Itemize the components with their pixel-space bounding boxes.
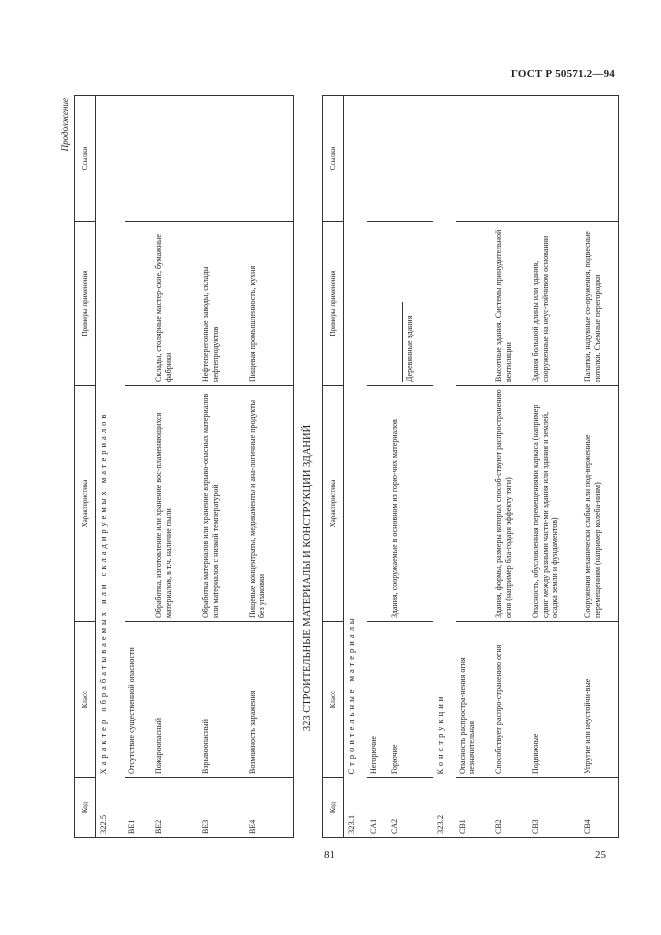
row-references (456, 96, 493, 222)
row-class: Подвижные (529, 622, 581, 778)
col-header-class: Класс (323, 622, 344, 778)
rotated-content (60, 96, 620, 838)
row-code: BE1 (127, 819, 137, 834)
row-examples: Склады, столярные мастер-ские, бумажные фабрики (152, 222, 199, 386)
table-row (581, 96, 619, 838)
row-examples (456, 222, 493, 386)
col-header-class: Класс (75, 622, 96, 778)
table-header-row (323, 96, 344, 838)
group-title: Конструкции (435, 693, 446, 775)
col-header-code: Код (323, 778, 344, 838)
table-row (492, 96, 529, 838)
row-class: Опасность распростра-нения огня незначительная (456, 622, 493, 778)
row-examples: Пищевая промышленность, кухня (246, 222, 294, 386)
section-title: Характер обрабатываемых или складируемых материалов (98, 411, 108, 775)
group-title: Строительные материалы (346, 615, 356, 775)
row-references (199, 96, 246, 222)
row-code: CA1 (368, 818, 378, 834)
col-header-examples: Примеры применения (75, 222, 96, 386)
row-references (367, 96, 388, 222)
row-characteristic: Здания, сооружаемые в основном из горю-чих материалов (388, 386, 433, 622)
row-code: BE4 (247, 819, 257, 834)
row-class: Взрывоопасный (199, 622, 246, 778)
group-code: 323.1 (346, 814, 356, 834)
section-heading: 323 СТРОИТЕЛЬНЫЕ МАТЕРИАЛЫ И КОНСТРУКЦИИ ЗДАНИЙ (302, 424, 313, 732)
standard-header: ГОСТ Р 50571.2—94 (510, 68, 615, 80)
row-code: CB1 (457, 819, 467, 834)
row-code: CA2 (390, 818, 400, 834)
table-environment-materials (74, 95, 294, 838)
row-characteristic (125, 386, 152, 622)
row-code: BE2 (154, 819, 164, 834)
row-examples: Высотные здания. Системы принудительной вентиляции (492, 222, 529, 386)
row-class: Пожароопасный (152, 622, 199, 778)
table-row (199, 96, 246, 838)
table-row (388, 96, 433, 838)
row-references (388, 96, 433, 222)
col-header-characteristic: Характеристика (323, 386, 344, 622)
row-class: Возможность заражения (246, 622, 294, 778)
table-row (367, 96, 388, 838)
row-examples (125, 222, 152, 386)
table-row (152, 96, 199, 838)
row-examples-text: Деревянные здания (405, 315, 415, 382)
row-code: CB2 (494, 819, 504, 834)
page-number-left: 81 (324, 849, 335, 861)
row-code: CB3 (531, 819, 541, 834)
col-header-references: Ссылки (75, 96, 96, 222)
row-examples (367, 222, 388, 386)
row-characteristic: Сооружения механически слабые или под-верженные перемещениям (например колеба-ниям) (581, 386, 619, 622)
row-class: Негорючие (367, 622, 388, 778)
table-row (246, 96, 294, 838)
divider-line (396, 302, 403, 382)
row-characteristic (367, 386, 388, 622)
row-class: Упругие или неустойчи-вые (581, 622, 619, 778)
row-characteristic: Обработка материалов или хранение взрыво-опасных материалов или материалов с низкой температурой (199, 386, 246, 622)
section-code: 322.5 (98, 814, 108, 834)
row-class: Отсутствие существенной опасности (125, 622, 152, 778)
row-characteristic: Здания, формы, размеры которых способ-ствуют распространению огня (например бла-годаря эффекту тяги) (492, 386, 529, 622)
table-row (456, 96, 493, 838)
continuation-label: Продолжение (60, 98, 70, 152)
group-row (433, 96, 455, 838)
group-row (344, 96, 367, 838)
table-row (529, 96, 581, 838)
col-header-examples: Примеры применения (323, 222, 344, 386)
row-references (246, 96, 294, 222)
row-examples: Палатки, надувные со-оружения, подвесные потолки. Съемные перегородки (581, 222, 619, 386)
row-code: BE3 (201, 819, 211, 834)
row-references (529, 96, 581, 222)
row-characteristic: Опасность, обусловленная перемещениями каркаса (например сдвиг между разными части-ми здания или здания и землей, осадка земли и фундаментов) (529, 386, 581, 622)
row-code: CB4 (582, 819, 592, 834)
row-class: Горючие (388, 622, 433, 778)
row-examples (388, 222, 433, 386)
col-header-characteristic: Характеристика (75, 386, 96, 622)
row-references (125, 96, 152, 222)
group-code: 323.2 (435, 814, 446, 834)
row-references (581, 96, 619, 222)
row-examples: Здания большой длины или здания, сооруженные на неус-тойчивом основании (529, 222, 581, 386)
col-header-references: Ссылки (323, 96, 344, 222)
col-header-code: Код (75, 778, 96, 838)
row-class: Способствует распро-странению огня (492, 622, 529, 778)
row-references (152, 96, 199, 222)
row-characteristic: Обработка, изготовление или хранение вос-пламеняющихся материалов, в т.ч. наличие пыли (152, 386, 199, 622)
section-row (96, 96, 126, 838)
page-number-right: 25 (595, 849, 606, 861)
row-characteristic: Пищевые концентраты, медикаменты и ана-логичные продукты без упаковки (246, 386, 294, 622)
row-references (492, 96, 529, 222)
table-header-row (75, 96, 96, 838)
row-characteristic (456, 386, 493, 622)
table-row (125, 96, 152, 838)
row-examples: Нефтеперегонные заводы, склады нефтепродуктов (199, 222, 246, 386)
table-building-materials (322, 95, 619, 838)
